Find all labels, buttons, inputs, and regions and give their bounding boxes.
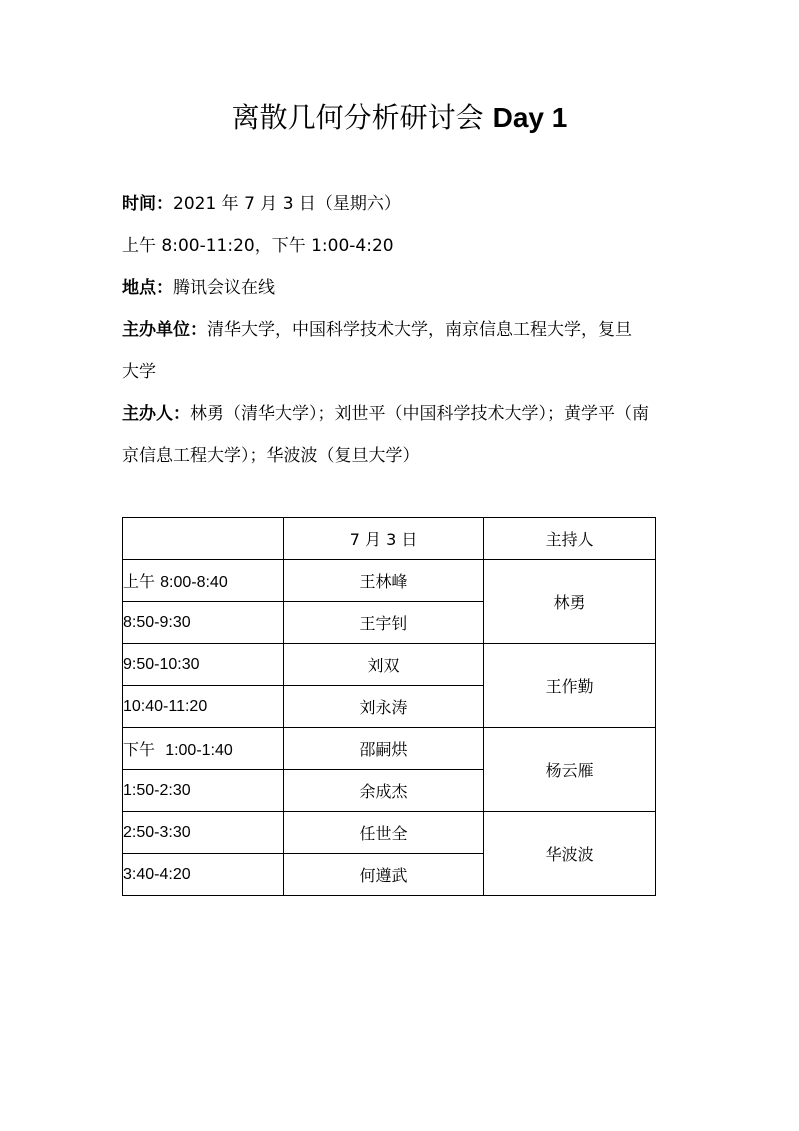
info-place [122, 270, 687, 306]
time-cell [123, 728, 284, 770]
organizer-label: 主办单位： [122, 320, 207, 340]
page-title [0, 98, 799, 138]
time-cell: 9:50-10:30 [123, 644, 284, 686]
chair-cell: 杨云雁 [484, 728, 656, 812]
table-row [123, 644, 656, 686]
speaker-cell: 任世全 [283, 812, 484, 854]
speaker-cell: 刘永涛 [283, 686, 484, 728]
title-en: Day 1 [492, 102, 568, 133]
time-range: 1:00-1:40 [165, 742, 233, 759]
header-blank [123, 518, 284, 560]
speaker-cell: 邵嗣烘 [283, 728, 484, 770]
info-time [122, 186, 687, 222]
place-label: 地点： [122, 278, 173, 298]
title-cn: 离散几何分析研讨会 [231, 101, 484, 134]
header-chair: 主持人 [484, 518, 656, 560]
time-cell [123, 560, 284, 602]
speaker-cell: 余成杰 [283, 770, 484, 812]
organizer-value-line1: 清华大学，中国科学技术大学，南京信息工程大学，复旦 [207, 320, 632, 340]
speaker-cell: 何遵武 [283, 854, 484, 896]
speaker-cell: 刘双 [283, 644, 484, 686]
hosts-value-line1: 林勇（清华大学）；刘世平（中国科学技术大学）；黄学平（南 [190, 404, 649, 424]
period-label: 下午 [123, 740, 156, 759]
info-organizer [122, 312, 687, 390]
time-cell: 1:50-2:30 [123, 770, 284, 812]
time-cell: 8:50-9:30 [123, 602, 284, 644]
info-hours [122, 228, 687, 264]
organizer-value-line2: 大学 [122, 362, 156, 382]
table-header-row [123, 518, 656, 560]
info-hosts [122, 396, 687, 474]
header-date: 7 月 3 日 [283, 518, 484, 560]
time-value: 2021 年 7 月 3 日（星期六） [173, 194, 401, 214]
time-cell: 3:40-4:20 [123, 854, 284, 896]
table-row [123, 812, 656, 854]
table-row [123, 728, 656, 770]
place-value: 腾讯会议在线 [173, 278, 275, 298]
chair-cell: 华波波 [484, 812, 656, 896]
table-row [123, 560, 656, 602]
time-range: 8:00-8:40 [160, 574, 228, 591]
chair-cell: 林勇 [484, 560, 656, 644]
speaker-cell: 王宇钊 [283, 602, 484, 644]
speaker-cell: 王林峰 [283, 560, 484, 602]
time-cell: 2:50-3:30 [123, 812, 284, 854]
chair-cell: 王作勤 [484, 644, 656, 728]
schedule-table [122, 517, 656, 896]
time-cell: 10:40-11:20 [123, 686, 284, 728]
hosts-label: 主办人： [122, 404, 190, 424]
time-label: 时间： [122, 194, 173, 214]
hosts-value-line2: 京信息工程大学）；华波波（复旦大学） [122, 446, 420, 466]
hours-value: 上午 8:00-11:20，下午 1:00-4:20 [122, 236, 394, 256]
period-label: 上午 [123, 572, 156, 591]
